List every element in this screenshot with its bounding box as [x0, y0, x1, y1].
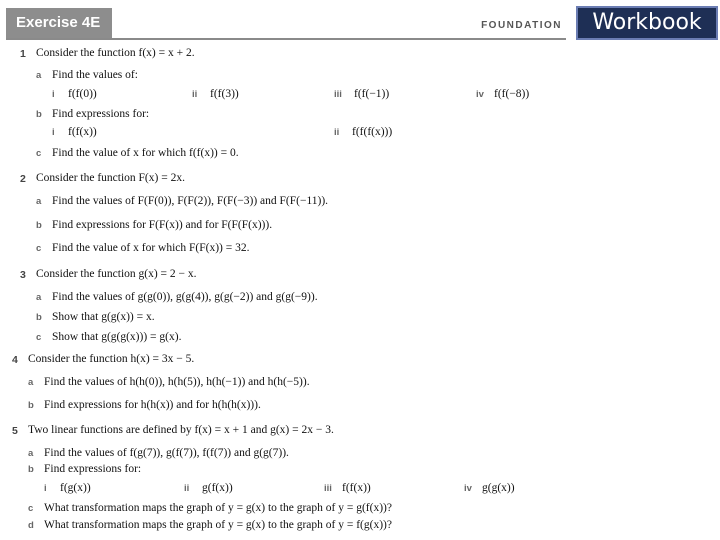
- q1-stem: Consider the function f(x) = x + 2.: [36, 47, 195, 59]
- q4-number: 4: [12, 354, 18, 366]
- q1b-ii-label: ii: [334, 127, 340, 138]
- q5b-label: b: [28, 464, 34, 475]
- q1b-label: b: [36, 109, 42, 120]
- q3c-text: Show that g(g(g(x))) = g(x).: [52, 331, 182, 343]
- q3a-label: a: [36, 292, 42, 303]
- q1a-ii-label: ii: [192, 89, 198, 100]
- q1b-text: Find expressions for:: [52, 108, 150, 120]
- q2a-text: Find the values of F(F(0)), F(F(2)), F(F(−3)) and F(F(−11)).: [52, 195, 329, 207]
- q5b-i: f(g(x)): [60, 482, 91, 494]
- q1a-label: a: [36, 70, 42, 81]
- q2c-label: c: [36, 243, 42, 254]
- q1c-label: c: [36, 148, 42, 159]
- q5b-i-label: i: [44, 483, 47, 494]
- q2a-label: a: [36, 196, 42, 207]
- q3c-label: c: [36, 332, 42, 343]
- q3a-text: Find the values of g(g(0)), g(g(4)), g(g(−2)) and g(g(−9)).: [52, 291, 318, 303]
- q5c-label: c: [28, 503, 34, 514]
- q5b-iii: f(f(x)): [342, 482, 371, 494]
- q5-stem: Two linear functions are defined by f(x) = x + 1 and g(x) = 2x − 3.: [28, 424, 334, 436]
- q2c-text: Find the value of x for which F(F(x)) = 32.: [52, 242, 250, 254]
- q1b-i-label: i: [52, 127, 55, 138]
- q2-stem: Consider the function F(x) = 2x.: [36, 172, 185, 184]
- q5d-label: d: [28, 520, 34, 531]
- q1a-iv-label: iv: [476, 89, 484, 100]
- q5a-label: a: [28, 448, 34, 459]
- q1-number: 1: [20, 48, 26, 60]
- q1a-i-label: i: [52, 89, 55, 100]
- q1b-ii: f(f(f(x))): [352, 126, 393, 138]
- q5b-text: Find expressions for:: [44, 463, 142, 475]
- exercise-header: [6, 8, 566, 40]
- workbook-badge[interactable]: Workbook: [576, 6, 718, 40]
- q4b-label: b: [28, 400, 34, 411]
- q4-stem: Consider the function h(x) = 3x − 5.: [28, 353, 195, 365]
- q1a-iv: f(f(−8)): [494, 88, 530, 100]
- q1b-i: f(f(x)): [68, 126, 97, 138]
- q5a-text: Find the values of f(g(7)), g(f(7)), f(f(7)) and g(g(7)).: [44, 447, 289, 459]
- q1a-ii: f(f(3)): [210, 88, 239, 100]
- q3b-text: Show that g(g(x)) = x.: [52, 311, 155, 323]
- q2-number: 2: [20, 173, 26, 185]
- q1a-iii-label: iii: [334, 89, 342, 100]
- q5d-text: What transformation maps the graph of y = g(x) to the graph of y = f(g(x))?: [44, 519, 392, 531]
- q3-stem: Consider the function g(x) = 2 − x.: [36, 268, 197, 280]
- q5b-iv: g(g(x)): [482, 482, 515, 494]
- q1a-i: f(f(0)): [68, 88, 97, 100]
- q2b-text: Find expressions for F(F(x)) and for F(F(F(x))).: [52, 219, 273, 231]
- q4a-text: Find the values of h(h(0)), h(h(5)), h(h(−1)) and h(h(−5)).: [44, 376, 310, 388]
- q5b-ii-label: ii: [184, 483, 190, 494]
- q1a-text: Find the values of:: [52, 69, 138, 81]
- level-label: FOUNDATION: [481, 20, 562, 31]
- q1c-text: Find the value of x for which f(f(x)) = 0.: [52, 147, 239, 159]
- q4a-label: a: [28, 377, 34, 388]
- q3b-label: b: [36, 312, 42, 323]
- q5c-text: What transformation maps the graph of y = g(x) to the graph of y = g(f(x))?: [44, 502, 392, 514]
- q2b-label: b: [36, 220, 42, 231]
- q4b-text: Find expressions for h(h(x)) and for h(h(h(x))).: [44, 399, 261, 411]
- q5b-iii-label: iii: [324, 483, 332, 494]
- exercise-title: Exercise 4E: [6, 8, 112, 38]
- q1a-iii: f(f(−1)): [354, 88, 390, 100]
- q5b-iv-label: iv: [464, 483, 472, 494]
- q5-number: 5: [12, 425, 18, 437]
- q3-number: 3: [20, 269, 26, 281]
- q5b-ii: g(f(x)): [202, 482, 233, 494]
